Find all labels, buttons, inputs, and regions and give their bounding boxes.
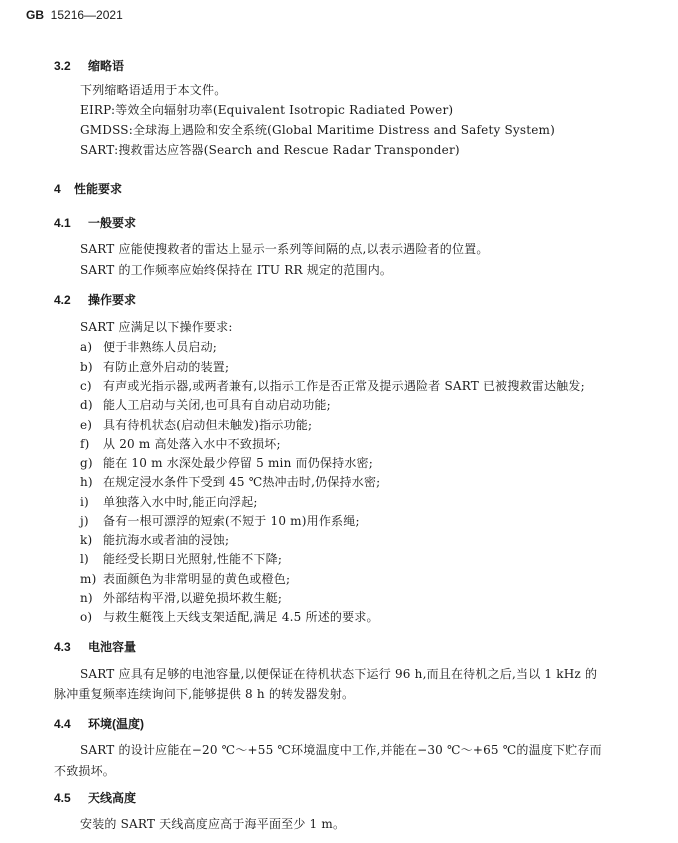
list-item <box>80 531 229 548</box>
list-item <box>80 338 217 355</box>
list-text: 备有一根可漂浮的短索(不短于 10 m)用作系绳; <box>103 514 360 528</box>
section-title: 环境(温度) <box>88 717 144 731</box>
list-item <box>80 358 229 375</box>
section-number: 4.5 <box>54 791 71 805</box>
paragraph-line: 下列缩略语适用于本文件。 <box>80 83 227 97</box>
list-item <box>80 396 331 413</box>
list-label: f) <box>80 437 90 451</box>
list-text: 具有待机状态(启动但未触发)指示功能; <box>103 418 313 432</box>
list-text: 单独落入水中时,能正向浮起; <box>103 495 258 509</box>
section-4-1-heading <box>54 214 136 231</box>
list-text: 能经受长期日光照射,性能不下降; <box>103 552 283 566</box>
list-text: 能在 10 m 水深处最少停留 5 min 而仍保持水密; <box>103 456 373 470</box>
list-item <box>80 589 282 606</box>
list-text: 便于非熟练人员启动; <box>103 340 218 354</box>
list-item <box>80 435 281 452</box>
list-text: 能人工启动与关闭,也可具有自动启动功能; <box>103 398 331 412</box>
list-item <box>80 550 282 567</box>
list-text: 在规定浸水条件下受到 45 ℃热冲击时,仍保持水密; <box>103 475 381 489</box>
abbreviation-sart: SART:搜救雷达应答器(Search and Rescue Radar Transponder) <box>80 143 460 157</box>
list-label: m) <box>80 572 97 586</box>
section-number: 4.2 <box>54 293 71 307</box>
section-number: 4.3 <box>54 640 71 654</box>
list-item <box>80 473 380 490</box>
list-text: 有防止意外启动的装置; <box>103 360 230 374</box>
list-text: 外部结构平滑,以避免损坏救生艇; <box>103 591 283 605</box>
list-label: h) <box>80 475 93 489</box>
list-text: 能抗海水或者油的浸蚀; <box>103 533 230 547</box>
list-label: g) <box>80 456 93 470</box>
paragraph-line: SART 的设计应能在−20 ℃～+55 ℃环境温度中工作,并能在−30 ℃～+65 ℃的温度下贮存而 <box>80 743 602 757</box>
paragraph-line: SART 应具有足够的电池容量,以便保证在待机状态下运行 96 h,而且在待机之后,当以 1 kHz 的 <box>80 667 598 681</box>
section-3-2-heading <box>54 57 124 74</box>
list-label: i) <box>80 495 89 509</box>
section-title: 天线高度 <box>88 791 137 805</box>
section-4-4-heading <box>54 715 144 732</box>
list-label: n) <box>80 591 93 605</box>
section-number: 4 <box>54 182 61 196</box>
list-item <box>80 454 373 471</box>
list-item <box>80 377 585 394</box>
standard-code: GB <box>26 8 44 22</box>
section-4-heading <box>54 180 122 197</box>
section-title: 性能要求 <box>74 182 123 196</box>
list-item <box>80 493 258 510</box>
list-label: e) <box>80 418 93 432</box>
section-number: 4.4 <box>54 717 71 731</box>
abbreviation-eirp: EIRP:等效全向辐射功率(Equivalent Isotropic Radiated Power) <box>80 103 454 117</box>
section-4-3-heading <box>54 638 136 655</box>
list-label: b) <box>80 360 93 374</box>
section-title: 一般要求 <box>88 216 137 230</box>
section-4-5-heading <box>54 789 136 806</box>
list-text: 与救生艇筏上天线支架适配,满足 4.5 所述的要求。 <box>103 610 379 624</box>
list-label: o) <box>80 610 93 624</box>
paragraph-line: 不致损坏。 <box>54 764 116 778</box>
abbreviation-gmdss: GMDSS:全球海上遇险和安全系统(Global Maritime Distress and Safety System) <box>80 123 556 137</box>
paragraph-line: SART 的工作频率应始终保持在 ITU RR 规定的范围内。 <box>80 263 393 277</box>
section-title: 操作要求 <box>88 293 137 307</box>
list-item <box>80 512 360 529</box>
section-title: 电池容量 <box>88 640 137 654</box>
list-label: j) <box>80 514 89 528</box>
paragraph-intro: SART 应满足以下操作要求: <box>80 320 233 334</box>
list-label: k) <box>80 533 93 547</box>
list-item <box>80 570 290 587</box>
section-number: 4.1 <box>54 216 71 230</box>
list-item <box>80 416 312 433</box>
list-label: l) <box>80 552 89 566</box>
section-number: 3.2 <box>54 59 71 73</box>
section-4-2-heading <box>54 291 136 308</box>
list-label: a) <box>80 340 93 354</box>
section-title: 缩略语 <box>88 59 125 73</box>
list-label: c) <box>80 379 92 393</box>
paragraph-line: 安装的 SART 天线高度应高于海平面至少 1 m。 <box>80 817 346 831</box>
list-text: 表面颜色为非常明显的黄色或橙色; <box>103 572 291 586</box>
list-item <box>80 608 379 625</box>
list-text: 有声或光指示器,或两者兼有,以指示工作是否正常及提示遇险者 SART 已被搜救雷达触发; <box>103 379 585 393</box>
list-text: 从 20 m 高处落入水中不致损坏; <box>103 437 281 451</box>
standard-number: 15216—2021 <box>50 8 123 22</box>
paragraph-line: SART 应能使搜救者的雷达上显示一系列等间隔的点,以表示遇险者的位置。 <box>80 242 489 256</box>
list-label: d) <box>80 398 93 412</box>
standard-header <box>26 8 123 22</box>
paragraph-line: 脉冲重复频率连续询问下,能够提供 8 h 的转发器发射。 <box>54 687 355 701</box>
